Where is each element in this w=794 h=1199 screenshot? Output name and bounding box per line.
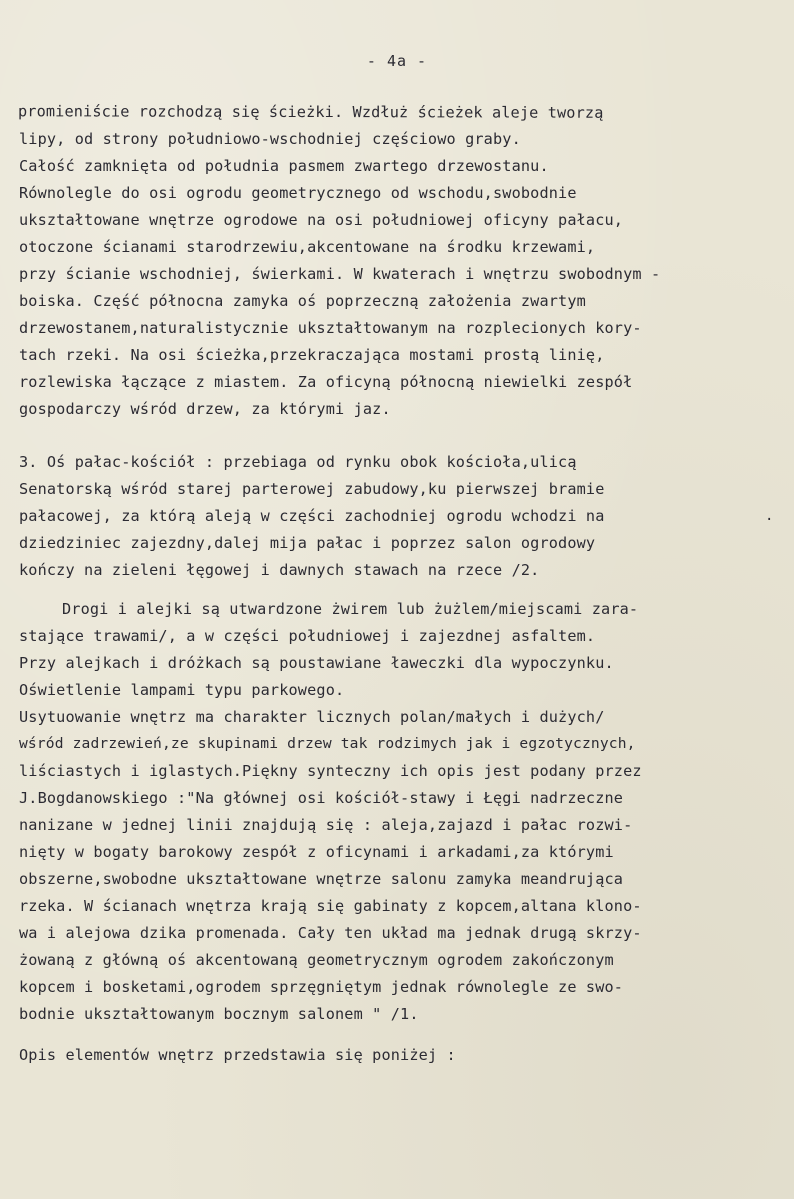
text-line: wśród zadrzewień,ze skupinami drzew tak rodzimych jak i egzotycznych,	[19, 735, 636, 752]
text-line: bodnie ukształtowanym bocznym salonem " /1.	[19, 1005, 419, 1023]
margin-dot: ·	[765, 512, 774, 528]
text-line: liściastych i iglastych.Piękny synteczny ich opis jest podany przez	[19, 762, 642, 780]
text-line: żowaną z główną oś akcentowaną geometrycznym ogrodem zakończonym	[19, 951, 614, 969]
text-line: pałacowej, za którą aleją w części zachodniej ogrodu wchodzi na	[19, 507, 605, 525]
text-line: gospodarczy wśród drzew, za którymi jaz.	[19, 400, 391, 418]
text-line: wa i alejowa dzika promenada. Cały ten układ ma jednak drugą skrzy-	[19, 924, 642, 942]
text-line: kopcem i bosketami,ogrodem sprzęgniętym jednak równolegle ze swo-	[19, 978, 624, 996]
text-line: przy ścianie wschodniej, świerkami. W kwaterach i wnętrzu swobodnym -	[19, 265, 661, 283]
page-number: - 4a -	[366, 52, 428, 70]
text-line: 3. Oś pałac-kościół : przebiaga od rynku obok kościoła,ulicą	[19, 453, 577, 471]
text-line: ukształtowane wnętrze ogrodowe na osi południowej oficyny pałacu,	[19, 211, 624, 229]
text-line: dziedziniec zajezdny,dalej mija pałac i poprzez salon ogrodowy	[19, 534, 596, 552]
text-line: rzeka. W ścianach wnętrza krają się gabinaty z kopcem,altana klono-	[19, 897, 642, 915]
text-line: J.Bogdanowskiego :"Na głównej osi kościół-stawy i Łęgi nadrzeczne	[19, 789, 624, 807]
text-line: drzewostanem,naturalistycznie ukształtowanym na rozplecionych kory-	[19, 319, 642, 337]
text-line: lipy, od strony południowo-wschodniej częściowo graby.	[19, 130, 521, 148]
text-line: nanizane w jednej linii znajdują się : aleja,zajazd i pałac rozwi-	[19, 816, 633, 834]
text-line: obszerne,swobodne ukształtowane wnętrze salonu zamyka meandrująca	[19, 870, 624, 888]
text-line: Całość zamknięta od południa pasmem zwartego drzewostanu.	[19, 157, 549, 175]
text-line: Senatorską wśród starej parterowej zabudowy,ku pierwszej bramie	[19, 480, 605, 498]
text-line: Równolegle do osi ogrodu geometrycznego od wschodu,swobodnie	[19, 184, 577, 202]
text-line: Usytuowanie wnętrz ma charakter licznych polan/małych i dużych/	[19, 708, 605, 726]
text-line: rozlewiska łączące z miastem. Za oficyną północną niewielki zespół	[19, 373, 633, 391]
text-line: stające trawami/, a w części południowej i zajezdnej asfaltem.	[19, 627, 596, 645]
text-line: boiska. Część północna zamyka oś poprzeczną założenia zwartym	[19, 292, 586, 310]
text-line: otoczone ścianami starodrzewiu,akcentowane na środku krzewami,	[19, 238, 596, 256]
text-line: kończy na zieleni łęgowej i dawnych stawach na rzece /2.	[19, 561, 540, 579]
text-line: nięty w bogaty barokowy zespół z oficynami i arkadami,za którymi	[19, 843, 614, 861]
text-line: tach rzeki. Na osi ścieżka,przekraczająca mostami prostą linię,	[19, 346, 605, 364]
text-line: Oświetlenie lampami typu parkowego.	[19, 681, 345, 699]
text-line: Opis elementów wnętrz przedstawia się poniżej :	[19, 1046, 456, 1064]
text-line: Przy alejkach i dróżkach są poustawiane ławeczki dla wypoczynku.	[19, 654, 614, 672]
text-line: Drogi i alejki są utwardzone żwirem lub żużlem/miejscami zara-	[62, 600, 639, 618]
text-line: promieniście rozchodzą się ścieżki. Wzdłuż ścieżek aleje tworzą	[17, 102, 604, 122]
